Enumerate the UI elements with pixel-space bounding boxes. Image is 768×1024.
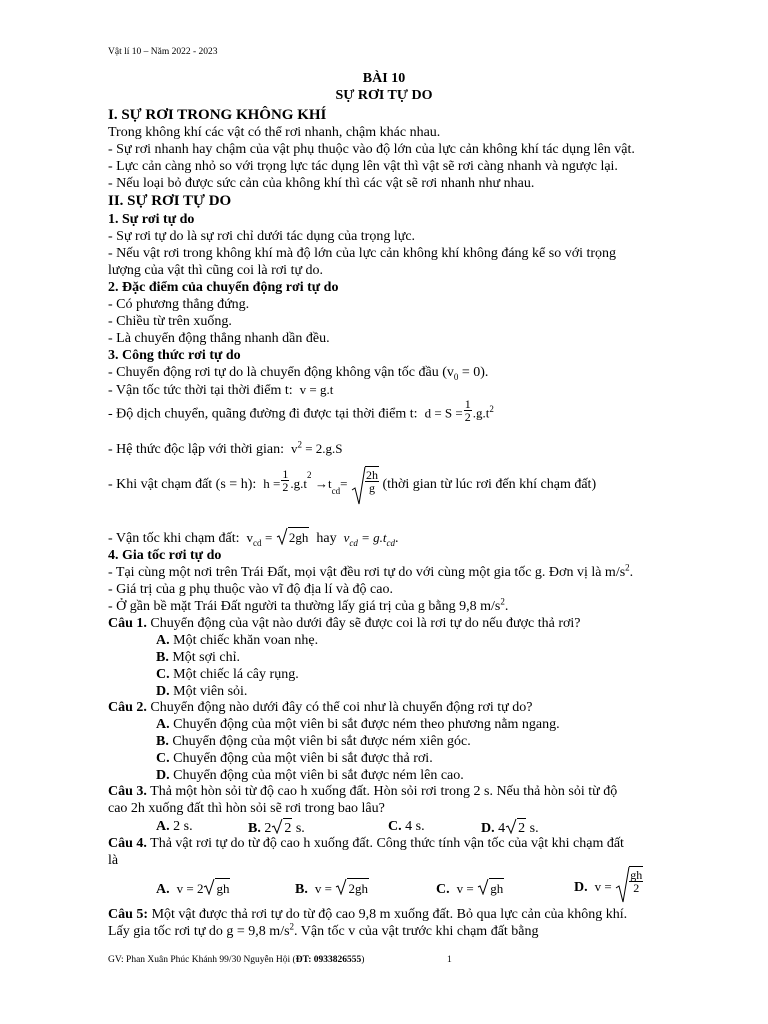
q2-option-d: D. Chuyển động của một viên bi sắt được ném lên cao. — [156, 768, 464, 783]
section-1-heading: I. SỰ RƠI TRONG KHÔNG KHÍ — [108, 107, 327, 123]
question-3-cont: cao 2h xuống đất thì hòn sỏi sẽ rơi trong bao lâu? — [108, 801, 385, 816]
q4-option-c: C. v = gh — [436, 878, 504, 898]
question-2: Câu 2. Chuyển động nào dưới đây có thể coi như là chuyển động rơi tự do? — [108, 700, 533, 715]
sub4-line-2: - Giá trị của g phụ thuộc vào vĩ độ địa lí và độ cao. — [108, 582, 393, 597]
question-5: Câu 5: Một vật được thả rơi tự do từ độ cao 9,8 m xuống đất. Bỏ qua lực cản của không khí. — [108, 907, 628, 922]
sub-3-heading: 3. Công thức rơi tự do — [108, 348, 241, 363]
sub1-line-1: - Sự rơi tự do là sự rơi chỉ dưới tác dụng của trọng lực. — [108, 229, 416, 244]
sqrt-2h-over-g: $\frac{2h}{g}$ — [351, 466, 379, 506]
question-4-cont: là — [108, 853, 119, 868]
section-2-heading: II. SỰ RƠI TỰ DO — [108, 193, 232, 209]
page-number: 1 — [447, 955, 452, 965]
sqrt-gh-c: gh — [477, 878, 504, 898]
sqrt-gh-over-2: $\frac{gh}{2}$ — [615, 866, 643, 904]
sqrt-2gh-b: 2gh — [335, 878, 369, 898]
question-4: Câu 4. Thả vật rơi tự do từ độ cao h xuống đất. Công thức tính vận tốc của vật khi chạm đất — [108, 836, 624, 851]
sub-4-heading: 4. Gia tốc rơi tự do — [108, 548, 222, 563]
q1-option-c: C. Một chiếc lá cây rụng. — [156, 667, 299, 682]
page-header: Vật lí 10 – Năm 2022 - 2023 — [108, 47, 218, 57]
velocity-formula: v = g.t — [299, 382, 334, 397]
sub1-line-3: lượng của vật thì cũng coi là rơi tự do. — [108, 263, 324, 278]
question-5-cont: Lấy gia tốc rơi tự do g = 9,8 $m/s^2$. Vận tốc v của vật trước khi chạm đất bằng — [108, 921, 539, 939]
q1-option-b: B. Một sợi chỉ. — [156, 650, 241, 665]
lesson-number: BÀI 10 — [362, 71, 406, 86]
page-footer-author: GV: Phan Xuân Phúc Khánh 99/30 Nguyễn Hội (ĐT: 0933826555) — [108, 955, 365, 965]
q3-option-c: C. 4 s. — [388, 819, 425, 834]
formula-line-1: - Chuyển động rơi tự do là chuyển động không vận tốc đầu $(v_0 = 0)$. — [108, 365, 489, 382]
q1-option-d: D. Một viên sỏi. — [156, 684, 248, 699]
sqrt-2gh: 2gh — [276, 527, 310, 547]
sub2-line-2: - Chiều từ trên xuống. — [108, 314, 232, 329]
q3-option-a: A. 2 s. — [156, 819, 193, 834]
formula-line-5: - Khi vật chạm đất (s = h): h = $\frac{1}{2}$ $.g.t^2 \to t_{cd}=$ $\frac{2h}{g}$ (thời gian từ lúc rơi đến khí chạm đất) — [108, 466, 596, 506]
fraction-half: $\frac{1}{2}$ — [464, 397, 471, 424]
sqrt-gh-a: gh — [203, 878, 230, 898]
s1-line-2: - Sự rơi nhanh hay chậm của vật phụ thuộc vào độ lớn của lực cản không khí tác dụng lên vật. — [108, 142, 635, 157]
s1-line-3: - Lực cản càng nhỏ so với trọng lực tác dụng lên vật thì vật sẽ rơi càng nhanh và ngược lại. — [108, 159, 618, 174]
q2-option-a: A. Chuyển động của một viên bi sắt được ném theo phương nằm ngang. — [156, 717, 560, 732]
q4-option-d: D. v = $\frac{gh}{2}$ — [574, 866, 643, 904]
sub-2-heading: 2. Đặc điểm của chuyển động rơi tự do — [108, 280, 339, 295]
sub1-line-2: - Nếu vật rơi trong không khí mà độ lớn của lực cản không khí không đáng kể so với trọng — [108, 246, 617, 261]
q4-option-b: B. v = 2gh — [295, 878, 369, 898]
q2-option-c: C. Chuyển động của một viên bi sắt được thả rơi. — [156, 751, 433, 766]
question-3: Câu 3. Thả một hòn sỏi từ độ cao h xuống đất. Hòn sỏi rơi trong 2 s. Nếu thả hòn sỏi từ độ — [108, 784, 618, 799]
sub4-line-3: - Ở gần bề mặt Trái Đất người ta thường lấy giá trị của g bằng 9,8 $m/s^2$. — [108, 596, 509, 614]
formula-line-4: - Hệ thức độc lập với thời gian: $v^2 = 2.g.S$ — [108, 439, 343, 457]
question-1: Câu 1. Chuyển động của vật nào dưới đây sẽ được coi là rơi tự do nếu được thả rơi? — [108, 616, 581, 631]
sub4-line-1: - Tại cùng một nơi trên Trái Đất, mọi vật đều rơi tự do với cùng một gia tốc g. Đơn vị là $m/s^2$. — [108, 562, 634, 580]
q4-option-a: A. v = 2 gh — [156, 878, 230, 898]
s1-line-1: Trong không khí các vật có thể rơi nhanh, chậm khác nhau. — [108, 125, 441, 140]
q1-option-a: A. Một chiếc khăn voan nhẹ. — [156, 633, 319, 648]
lesson-title: SỰ RƠI TỰ DO — [335, 88, 433, 103]
q2-option-b: B. Chuyển động của một viên bi sắt được ném xiên góc. — [156, 734, 471, 749]
formula-line-2: - Vận tốc tức thời tại thời điểm t: v = g.t — [108, 382, 334, 398]
formula-line-3: - Độ dịch chuyển, quãng đường đi được tại thời điểm t: d = S = $\frac{1}{2}$ $.g.t^2$ — [108, 397, 494, 424]
sqrt-2-b: 2 — [271, 818, 292, 837]
sub2-line-1: - Có phương thẳng đứng. — [108, 297, 250, 312]
sub2-line-3: - Là chuyển động thẳng nhanh dần đều. — [108, 331, 330, 346]
sqrt-2-d: 2 — [505, 818, 526, 837]
formula-line-6: - Vận tốc khi chạm đất: $v_{cd}$ = 2gh hay $v_{cd} = g.t_{cd}$. — [108, 527, 399, 547]
s1-line-4: - Nếu loại bỏ được sức cản của không khí thì các vật sẽ rơi nhanh như nhau. — [108, 176, 535, 191]
q3-option-d: D. 4 2 s. — [481, 818, 539, 837]
q3-option-b: B. 2 2 s. — [248, 818, 305, 837]
sub-1-heading: 1. Sự rơi tự do — [108, 212, 195, 227]
